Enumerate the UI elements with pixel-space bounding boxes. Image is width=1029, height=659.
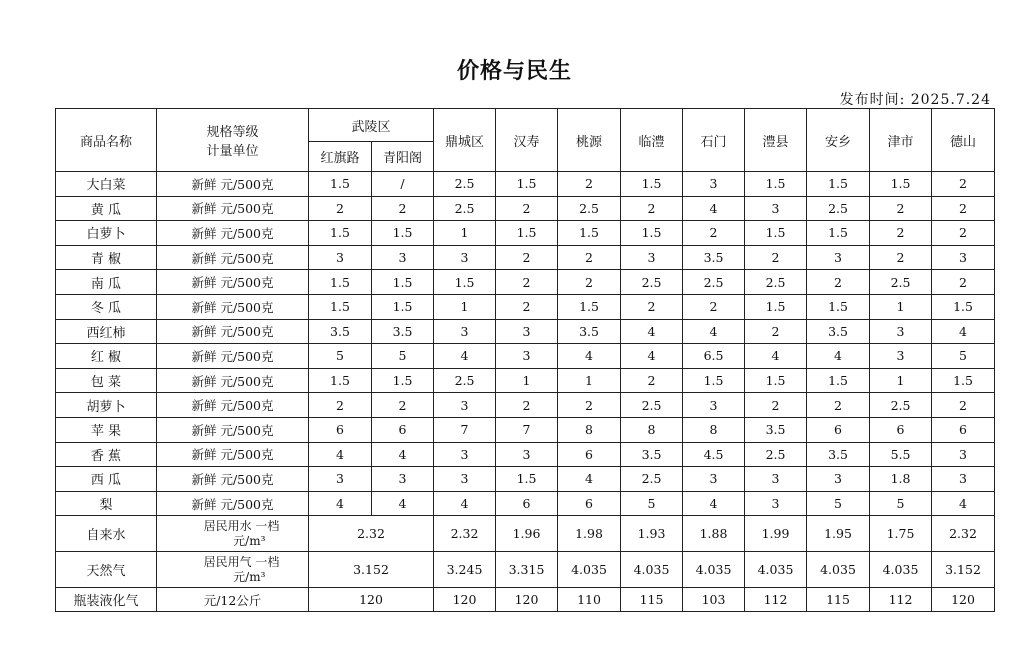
header-region: 澧县 (745, 109, 807, 172)
price-cell: 1.5 (558, 221, 621, 246)
price-cell: 3.5 (309, 319, 372, 344)
price-cell: 3.152 (932, 552, 995, 588)
price-cell: 2 (932, 393, 995, 418)
price-cell: 1 (434, 294, 496, 319)
price-cell: 2 (558, 393, 621, 418)
price-cell: 2 (745, 319, 807, 344)
price-cell: 1.5 (309, 221, 372, 246)
price-cell: 4 (372, 442, 434, 467)
price-cell: 1.99 (745, 516, 807, 552)
table-row (56, 245, 995, 270)
price-cell: 1.5 (621, 172, 683, 197)
price-cell: 3 (621, 245, 683, 270)
item-name: 瓶装液化气 (56, 588, 157, 612)
price-cell: 1.5 (807, 172, 870, 197)
price-cell: 5 (309, 344, 372, 369)
price-cell: 2 (870, 245, 932, 270)
price-cell: 4 (434, 344, 496, 369)
table-row (56, 491, 995, 516)
item-spec-line1: 居民用气 一档 (203, 554, 280, 569)
price-cell: / (372, 172, 434, 197)
price-cell: 1.5 (372, 294, 434, 319)
item-spec-line1: 居民用水 一档 (203, 518, 280, 533)
table-row (56, 442, 995, 467)
price-cell: 6 (558, 442, 621, 467)
price-cell: 4.035 (683, 552, 745, 588)
price-cell: 2 (496, 196, 558, 221)
price-cell: 3.315 (496, 552, 558, 588)
item-spec-line2: 元/m³ (233, 533, 266, 548)
price-cell: 1.5 (745, 294, 807, 319)
price-cell: 1.5 (807, 368, 870, 393)
price-cell: 1.5 (932, 368, 995, 393)
price-cell: 1.5 (745, 368, 807, 393)
price-cell: 4 (621, 319, 683, 344)
price-cell: 3 (932, 245, 995, 270)
price-cell: 4 (372, 491, 434, 516)
item-spec: 新鲜 元/500克 (157, 319, 309, 344)
item-name: 自来水 (56, 516, 157, 552)
item-spec: 新鲜 元/500克 (157, 172, 309, 197)
price-cell: 4 (932, 319, 995, 344)
item-name: 天然气 (56, 552, 157, 588)
price-cell: 1.5 (434, 270, 496, 295)
price-cell: 8 (683, 417, 745, 442)
price-cell: 1.5 (309, 368, 372, 393)
header-spec-line1: 规格等级 (206, 125, 259, 140)
price-cell: 3 (683, 172, 745, 197)
price-cell: 4.035 (870, 552, 932, 588)
price-cell: 2.32 (434, 516, 496, 552)
price-cell: 120 (932, 588, 995, 612)
item-spec: 新鲜 元/500克 (157, 442, 309, 467)
item-name: 白萝卜 (56, 221, 157, 246)
price-cell: 3.5 (558, 319, 621, 344)
header-region: 汉寿 (496, 109, 558, 172)
price-cell: 2 (683, 294, 745, 319)
item-name: 大白菜 (56, 172, 157, 197)
item-spec-line2: 元/m³ (233, 569, 266, 584)
price-cell: 3 (807, 245, 870, 270)
price-cell-wuling: 2.32 (309, 516, 434, 552)
price-cell: 1.5 (621, 221, 683, 246)
price-cell: 110 (558, 588, 621, 612)
price-cell: 2.5 (621, 393, 683, 418)
price-cell: 2.5 (434, 172, 496, 197)
price-cell: 3 (372, 245, 434, 270)
price-cell: 1.98 (558, 516, 621, 552)
price-cell: 3.5 (807, 319, 870, 344)
price-cell: 6 (496, 491, 558, 516)
table-row (56, 319, 995, 344)
price-cell: 1.8 (870, 467, 932, 492)
price-cell: 2.32 (932, 516, 995, 552)
price-cell: 2.5 (745, 270, 807, 295)
price-cell: 1.5 (932, 294, 995, 319)
price-cell: 103 (683, 588, 745, 612)
price-cell: 5 (807, 491, 870, 516)
item-spec: 新鲜 元/500克 (157, 393, 309, 418)
item-name: 青 椒 (56, 245, 157, 270)
price-cell: 4 (745, 344, 807, 369)
item-spec: 新鲜 元/500克 (157, 270, 309, 295)
price-cell: 3 (745, 491, 807, 516)
price-cell: 2 (621, 196, 683, 221)
item-spec: 新鲜 元/500克 (157, 221, 309, 246)
price-cell: 4 (558, 344, 621, 369)
price-cell: 4 (807, 344, 870, 369)
price-cell: 7 (434, 417, 496, 442)
item-spec: 新鲜 元/500克 (157, 491, 309, 516)
price-cell: 3 (434, 393, 496, 418)
item-spec (157, 516, 309, 552)
table-row (56, 393, 995, 418)
item-spec: 新鲜 元/500克 (157, 368, 309, 393)
price-cell: 2.5 (621, 270, 683, 295)
item-spec: 新鲜 元/500克 (157, 196, 309, 221)
price-cell: 2.5 (870, 270, 932, 295)
price-cell: 1.5 (372, 221, 434, 246)
item-name: 胡萝卜 (56, 393, 157, 418)
price-cell: 1.5 (683, 368, 745, 393)
price-cell: 1 (870, 294, 932, 319)
price-cell: 3 (434, 319, 496, 344)
price-cell: 2.5 (621, 467, 683, 492)
price-cell: 2 (870, 196, 932, 221)
price-cell: 5 (870, 491, 932, 516)
price-cell: 4.035 (745, 552, 807, 588)
price-cell: 1.5 (807, 294, 870, 319)
table-row (56, 294, 995, 319)
price-cell: 3 (496, 319, 558, 344)
header-goods-name: 商品名称 (56, 109, 157, 172)
price-cell: 3 (807, 467, 870, 492)
header-region: 鼎城区 (434, 109, 496, 172)
table-row (56, 172, 995, 197)
price-cell: 4 (683, 319, 745, 344)
table-row (56, 368, 995, 393)
table-row (56, 221, 995, 246)
item-name: 红 椒 (56, 344, 157, 369)
price-cell: 2.5 (807, 196, 870, 221)
page-title: 价格与民生 (456, 59, 572, 84)
price-cell: 2 (932, 221, 995, 246)
price-cell: 1.5 (496, 172, 558, 197)
price-cell: 120 (496, 588, 558, 612)
price-cell: 2 (932, 196, 995, 221)
item-spec: 元/12公斤 (157, 588, 309, 612)
price-cell: 3.5 (372, 319, 434, 344)
price-cell: 115 (621, 588, 683, 612)
price-table (55, 108, 995, 612)
price-cell: 2 (870, 221, 932, 246)
price-cell: 6 (807, 417, 870, 442)
price-cell: 6 (309, 417, 372, 442)
price-cell: 2 (372, 196, 434, 221)
price-cell: 4 (558, 467, 621, 492)
price-cell: 112 (745, 588, 807, 612)
price-cell: 1.5 (496, 467, 558, 492)
price-cell: 4.035 (807, 552, 870, 588)
price-cell: 2 (807, 270, 870, 295)
price-cell: 1.5 (309, 172, 372, 197)
table-row (56, 516, 995, 552)
table-row (56, 196, 995, 221)
price-cell: 4 (683, 491, 745, 516)
price-cell: 2 (745, 245, 807, 270)
price-cell: 1.5 (807, 221, 870, 246)
header-region: 津市 (870, 109, 932, 172)
price-cell: 1.5 (372, 368, 434, 393)
price-cell: 2.5 (683, 270, 745, 295)
item-name: 西 瓜 (56, 467, 157, 492)
price-cell: 5 (372, 344, 434, 369)
table-row (56, 552, 995, 588)
price-cell: 1.93 (621, 516, 683, 552)
price-cell: 3 (745, 467, 807, 492)
table-row (56, 588, 995, 612)
price-cell: 6 (558, 491, 621, 516)
price-cell: 1.88 (683, 516, 745, 552)
price-cell: 3 (870, 319, 932, 344)
price-cell: 2 (558, 245, 621, 270)
price-cell: 2.5 (434, 196, 496, 221)
price-cell: 1.5 (496, 221, 558, 246)
price-cell: 2 (558, 172, 621, 197)
price-cell: 2 (621, 368, 683, 393)
price-cell: 1.5 (870, 172, 932, 197)
price-cell: 6.5 (683, 344, 745, 369)
header-subcol: 青阳阁 (372, 142, 434, 172)
price-cell: 3.5 (621, 442, 683, 467)
item-name: 西红柿 (56, 319, 157, 344)
header-spec (157, 109, 309, 172)
header-region: 临澧 (621, 109, 683, 172)
price-cell: 1.5 (309, 270, 372, 295)
price-cell: 4.035 (621, 552, 683, 588)
release-time: 发布时间: 2025.7.24 (839, 92, 991, 108)
table-row (56, 270, 995, 295)
header-district-group: 武陵区 (309, 109, 434, 142)
price-cell: 3.5 (745, 417, 807, 442)
price-cell: 2 (683, 221, 745, 246)
price-cell: 3 (683, 467, 745, 492)
price-cell: 120 (434, 588, 496, 612)
item-name: 黄 瓜 (56, 196, 157, 221)
header-region: 德山 (932, 109, 995, 172)
price-cell: 5 (932, 344, 995, 369)
price-cell: 2 (309, 196, 372, 221)
price-cell: 2 (496, 245, 558, 270)
header-region: 安乡 (807, 109, 870, 172)
price-cell: 4 (683, 196, 745, 221)
price-cell: 2.5 (745, 442, 807, 467)
price-cell: 3 (932, 467, 995, 492)
item-spec: 新鲜 元/500克 (157, 294, 309, 319)
item-spec: 新鲜 元/500克 (157, 245, 309, 270)
item-name: 南 瓜 (56, 270, 157, 295)
price-cell: 3 (434, 467, 496, 492)
price-cell: 3.5 (683, 245, 745, 270)
price-cell: 2 (496, 270, 558, 295)
price-cell: 3 (496, 344, 558, 369)
item-spec (157, 552, 309, 588)
price-cell: 2 (932, 270, 995, 295)
price-cell: 4 (434, 491, 496, 516)
item-name: 冬 瓜 (56, 294, 157, 319)
price-cell: 3 (683, 393, 745, 418)
price-cell: 3 (372, 467, 434, 492)
price-cell: 3 (434, 442, 496, 467)
header-region: 桃源 (558, 109, 621, 172)
price-cell: 1.5 (309, 294, 372, 319)
price-cell: 1 (496, 368, 558, 393)
price-cell: 2.5 (434, 368, 496, 393)
price-cell: 5 (621, 491, 683, 516)
price-cell: 1 (870, 368, 932, 393)
price-cell: 3 (496, 442, 558, 467)
price-cell: 1.75 (870, 516, 932, 552)
price-cell: 1.96 (496, 516, 558, 552)
price-cell: 1.5 (745, 221, 807, 246)
price-cell: 6 (870, 417, 932, 442)
item-name: 苹 果 (56, 417, 157, 442)
table-row (56, 344, 995, 369)
price-cell: 2 (309, 393, 372, 418)
item-spec: 新鲜 元/500克 (157, 467, 309, 492)
price-cell: 4.5 (683, 442, 745, 467)
price-cell: 4 (621, 344, 683, 369)
price-cell: 1.5 (372, 270, 434, 295)
price-cell: 1 (434, 221, 496, 246)
price-cell: 3.5 (807, 442, 870, 467)
price-cell: 3 (745, 196, 807, 221)
price-cell: 3.245 (434, 552, 496, 588)
price-cell: 112 (870, 588, 932, 612)
price-cell: 4 (932, 491, 995, 516)
price-cell: 115 (807, 588, 870, 612)
price-cell: 6 (932, 417, 995, 442)
header-spec-line2: 计量单位 (206, 144, 259, 159)
price-cell-wuling: 120 (309, 588, 434, 612)
item-name: 包 菜 (56, 368, 157, 393)
table-row (56, 467, 995, 492)
price-cell: 2 (496, 393, 558, 418)
item-name: 香 蕉 (56, 442, 157, 467)
price-cell: 2 (807, 393, 870, 418)
price-cell: 8 (558, 417, 621, 442)
price-cell: 1.5 (745, 172, 807, 197)
price-cell: 3 (870, 344, 932, 369)
price-cell: 4.035 (558, 552, 621, 588)
item-spec: 新鲜 元/500克 (157, 344, 309, 369)
price-cell: 4 (309, 491, 372, 516)
header-region: 石门 (683, 109, 745, 172)
price-cell: 2 (745, 393, 807, 418)
price-cell: 1.95 (807, 516, 870, 552)
price-cell: 2 (621, 294, 683, 319)
price-cell: 2 (372, 393, 434, 418)
price-cell: 8 (621, 417, 683, 442)
price-cell: 2.5 (870, 393, 932, 418)
price-cell: 3 (309, 467, 372, 492)
price-cell: 4 (309, 442, 372, 467)
price-cell: 6 (372, 417, 434, 442)
price-cell: 2 (496, 294, 558, 319)
price-cell: 2 (932, 172, 995, 197)
item-spec: 新鲜 元/500克 (157, 417, 309, 442)
price-cell: 1.5 (558, 294, 621, 319)
price-cell: 3 (932, 442, 995, 467)
price-cell: 1 (558, 368, 621, 393)
table-row (56, 417, 995, 442)
price-cell: 2.5 (558, 196, 621, 221)
price-cell: 7 (496, 417, 558, 442)
price-cell: 2 (558, 270, 621, 295)
price-cell: 3 (309, 245, 372, 270)
price-cell: 5.5 (870, 442, 932, 467)
header-subcol: 红旗路 (309, 142, 372, 172)
price-cell: 3 (434, 245, 496, 270)
price-cell-wuling: 3.152 (309, 552, 434, 588)
item-name: 梨 (56, 491, 157, 516)
